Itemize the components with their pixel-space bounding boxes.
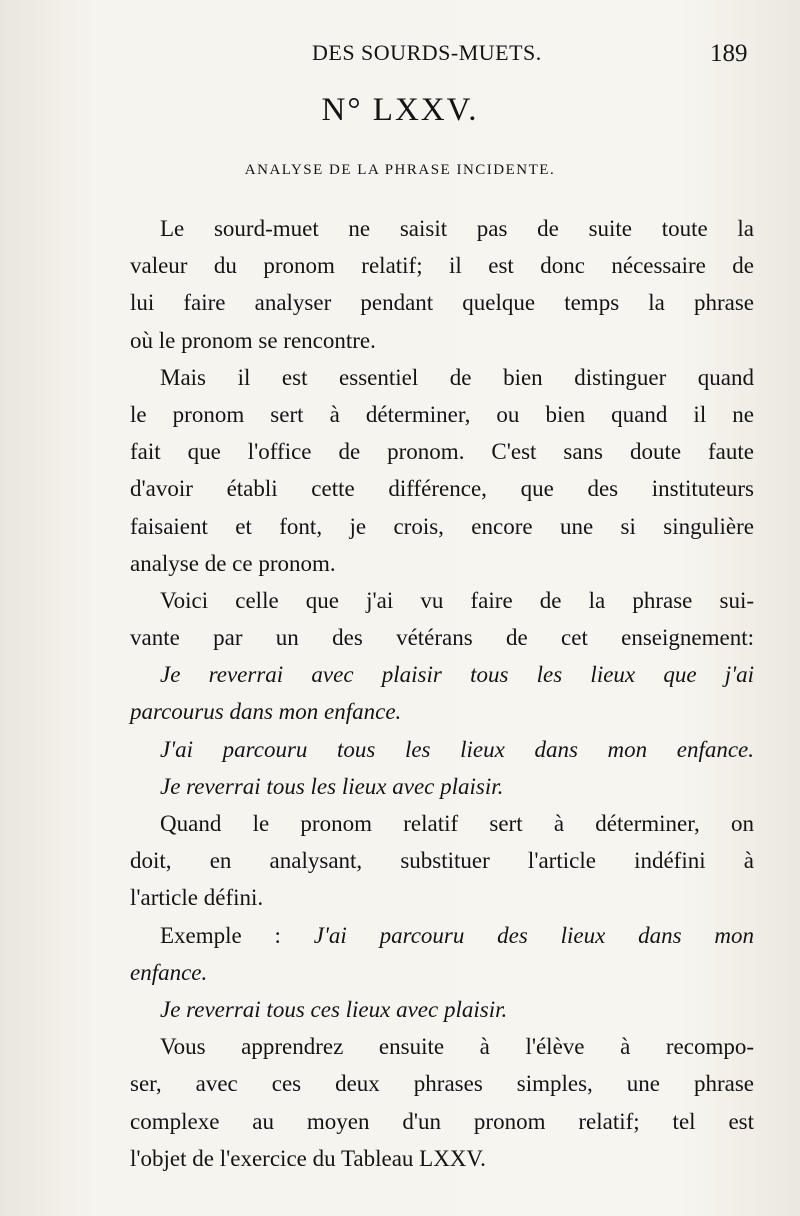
- text-line: doit, en analysant, substituer l'article indéfini à: [130, 848, 754, 874]
- example-label-line: [130, 917, 754, 954]
- text-line: complexe au moyen d'un pronom relatif; tel est: [130, 1108, 754, 1134]
- example-sentence-line: parcourus dans mon enfance.: [130, 699, 402, 725]
- text-line: ser, avec ces deux phrases simples, une phrase: [130, 1071, 754, 1097]
- example-sentence-line: Je reverrai tous les lieux avec plaisir.: [160, 773, 504, 799]
- section-title: N° LXXV.: [321, 92, 479, 128]
- running-title: DES SOURDS-MUETS.: [312, 40, 542, 65]
- example-italic-text: J'ai parcouru des lieux dans mon: [313, 922, 754, 948]
- text-line: Quand le pronom relatif sert à déterminer, on: [160, 811, 754, 836]
- text-line: l'article défini.: [130, 885, 264, 911]
- body-text: [130, 210, 754, 1177]
- text-line: vante par un des vétérans de cet enseignement:: [130, 625, 754, 651]
- text-line: le pronom sert à déterminer, ou bien quand il ne: [130, 401, 754, 427]
- example-sentence-line: enfance.: [130, 959, 208, 985]
- text-line: Voici celle que j'ai vu faire de la phrase sui-: [160, 587, 754, 613]
- text-line: l'objet de l'exercice du Tableau LXXV.: [130, 1145, 486, 1171]
- example-sentence-line: Je reverrai avec plaisir tous les lieux que j'ai: [160, 662, 754, 688]
- text-line: d'avoir établi cette différence, que des instituteurs: [130, 476, 754, 502]
- example-sentence-line: Je reverrai tous ces lieux avec plaisir.: [160, 996, 508, 1022]
- section-subtitle: ANALYSE DE LA PHRASE INCIDENTE.: [244, 162, 556, 178]
- text-line: lui faire analyser pendant quelque temps la phrase: [130, 290, 754, 316]
- text-line: où le pronom se rencontre.: [130, 327, 376, 353]
- text-line: Mais il est essentiel de bien distinguer quand: [160, 364, 754, 390]
- text-line: faisaient et font, je crois, encore une si singulière: [130, 513, 754, 539]
- text-line: valeur du pronom relatif; il est donc nécessaire de: [130, 253, 754, 279]
- example-sentence-line: J'ai parcouru tous les lieux dans mon enfance.: [160, 736, 754, 762]
- text-line: Vous apprendrez ensuite à l'élève à recompo-: [160, 1034, 754, 1060]
- page-number: 189: [710, 40, 748, 67]
- text-line: analyse de ce pronom.: [130, 550, 336, 576]
- text-line: fait que l'office de pronom. C'est sans doute faute: [130, 439, 754, 465]
- example-label: Exemple :: [160, 922, 314, 948]
- text-line: Le sourd-muet ne saisit pas de suite toute la: [160, 216, 754, 241]
